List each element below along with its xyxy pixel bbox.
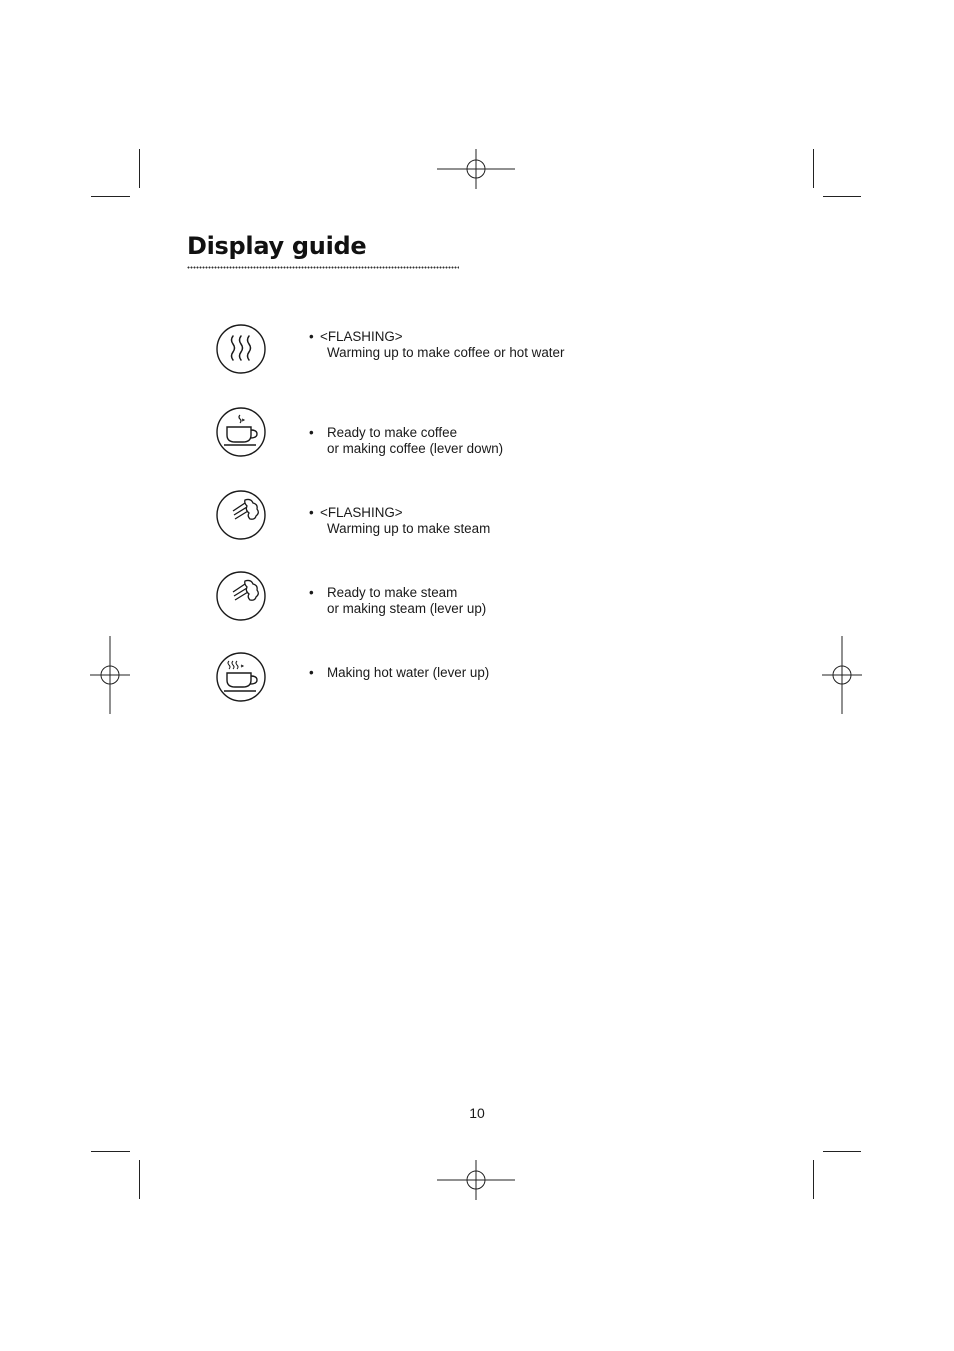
crop-mark: [139, 149, 140, 188]
coffee-cup-icon: [215, 406, 267, 458]
hot-water-cup-icon: [215, 651, 267, 703]
list-item: [309, 585, 486, 617]
item-line-1: <FLASHING>: [320, 505, 403, 520]
crop-mark: [813, 149, 814, 188]
heat-waves-icon: [215, 323, 267, 375]
bullet: •: [309, 665, 314, 680]
item-line-1: Making hot water (lever up): [327, 665, 490, 680]
list-item: [309, 665, 489, 681]
page-title: Display guide: [187, 232, 367, 260]
registration-mark-right: [822, 636, 862, 714]
crop-mark: [139, 1160, 140, 1199]
item-line-1: Ready to make coffee: [327, 425, 458, 440]
page-number: 10: [469, 1105, 485, 1121]
item-line-2: Warming up to make steam: [327, 521, 491, 536]
registration-mark-left: [90, 636, 130, 714]
list-item: [309, 425, 503, 457]
crop-mark: [813, 1160, 814, 1199]
bullet: •: [309, 329, 314, 344]
crop-mark: [91, 196, 130, 197]
bullet: •: [309, 585, 314, 600]
item-line-2: or making steam (lever up): [327, 601, 487, 616]
list-item: [309, 505, 490, 537]
registration-mark-bottom: [437, 1160, 515, 1200]
bullet: •: [309, 425, 314, 440]
registration-mark-top: [437, 149, 515, 189]
crop-mark: [91, 1151, 130, 1152]
steam-icon: [215, 570, 267, 622]
steam-icon: [215, 489, 267, 541]
item-line-2: or making coffee (lever down): [327, 441, 504, 456]
item-line-1: <FLASHING>: [320, 329, 403, 344]
list-item: [309, 329, 564, 361]
crop-mark: [823, 1151, 861, 1152]
title-dotted-rule: [187, 266, 459, 269]
crop-mark: [823, 196, 861, 197]
item-line-2: Warming up to make coffee or hot water: [327, 345, 565, 360]
item-line-1: Ready to make steam: [327, 585, 458, 600]
bullet: •: [309, 505, 314, 520]
